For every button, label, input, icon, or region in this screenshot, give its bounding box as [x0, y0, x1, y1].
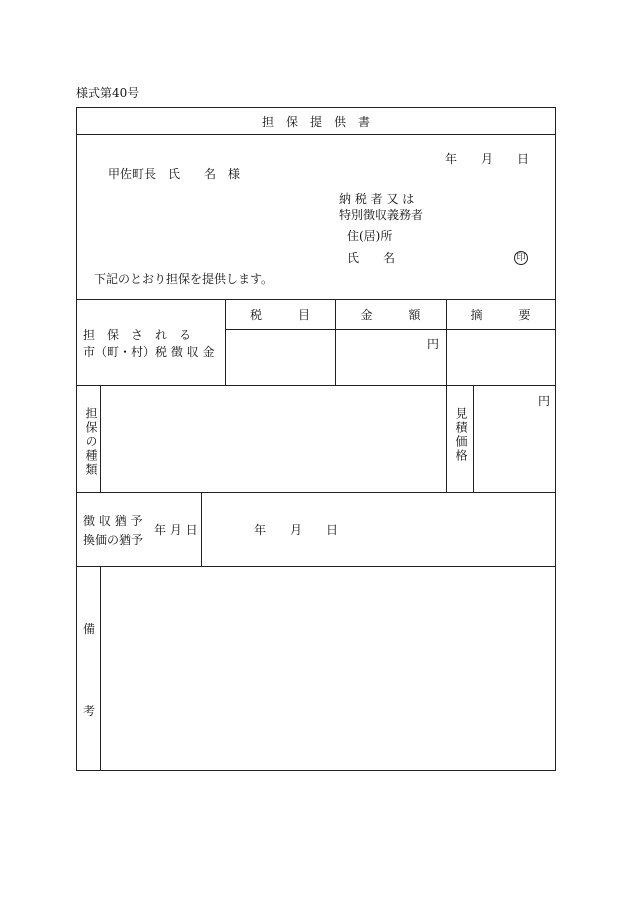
secured-tax-label-1: 担 保 さ れ る: [83, 328, 192, 342]
address-label: 住(居)所: [347, 229, 393, 243]
addressee: 甲佐町長 氏 名 様: [108, 167, 241, 181]
col-tax-item: 税 目: [249, 308, 310, 322]
taxpayer-label-2: 特別徴収義務者: [339, 208, 424, 222]
remarks-char-1: 備: [83, 622, 96, 636]
estimate-yen-unit: 円: [538, 394, 551, 408]
date-field: 年 月 日: [445, 152, 530, 166]
divider: [77, 385, 555, 386]
col-summary: 摘 要: [470, 308, 531, 322]
divider: [77, 566, 555, 567]
divider: [473, 385, 474, 492]
remarks-char-2: 考: [83, 704, 96, 718]
collateral-type-label: 担保の種類: [84, 407, 98, 477]
estimate-label: 見積価格: [454, 407, 468, 463]
divider: [100, 385, 101, 492]
deferral-date-label: 年 月 日: [154, 523, 198, 537]
guarantee-offer-form: [76, 107, 556, 771]
divider: [201, 492, 202, 566]
divider: [77, 492, 555, 493]
seal-mark-icon: 印: [514, 251, 528, 265]
col-amount: 金 額: [360, 308, 421, 322]
form-number: 様式第40号: [76, 86, 140, 100]
form-title: 担 保 提 供 書: [261, 115, 370, 129]
deferral-date-value: 年 月 日: [254, 523, 339, 537]
divider: [225, 329, 555, 330]
divider: [100, 566, 101, 770]
divider: [77, 299, 555, 300]
statement: 下記のとおり担保を提供します。: [94, 272, 274, 286]
taxpayer-label-1: 納 税 者 又 は: [339, 192, 415, 206]
divider: [77, 134, 555, 135]
amount-yen-unit: 円: [427, 337, 440, 351]
divider: [446, 385, 447, 492]
secured-tax-label-2: 市（町・村）税 徴 収 金: [83, 345, 215, 359]
deferral-label-2: 換価の猶予: [83, 533, 144, 547]
name-label: 氏 名: [347, 251, 396, 265]
deferral-label-1: 徴 収 猶 予: [83, 514, 143, 528]
